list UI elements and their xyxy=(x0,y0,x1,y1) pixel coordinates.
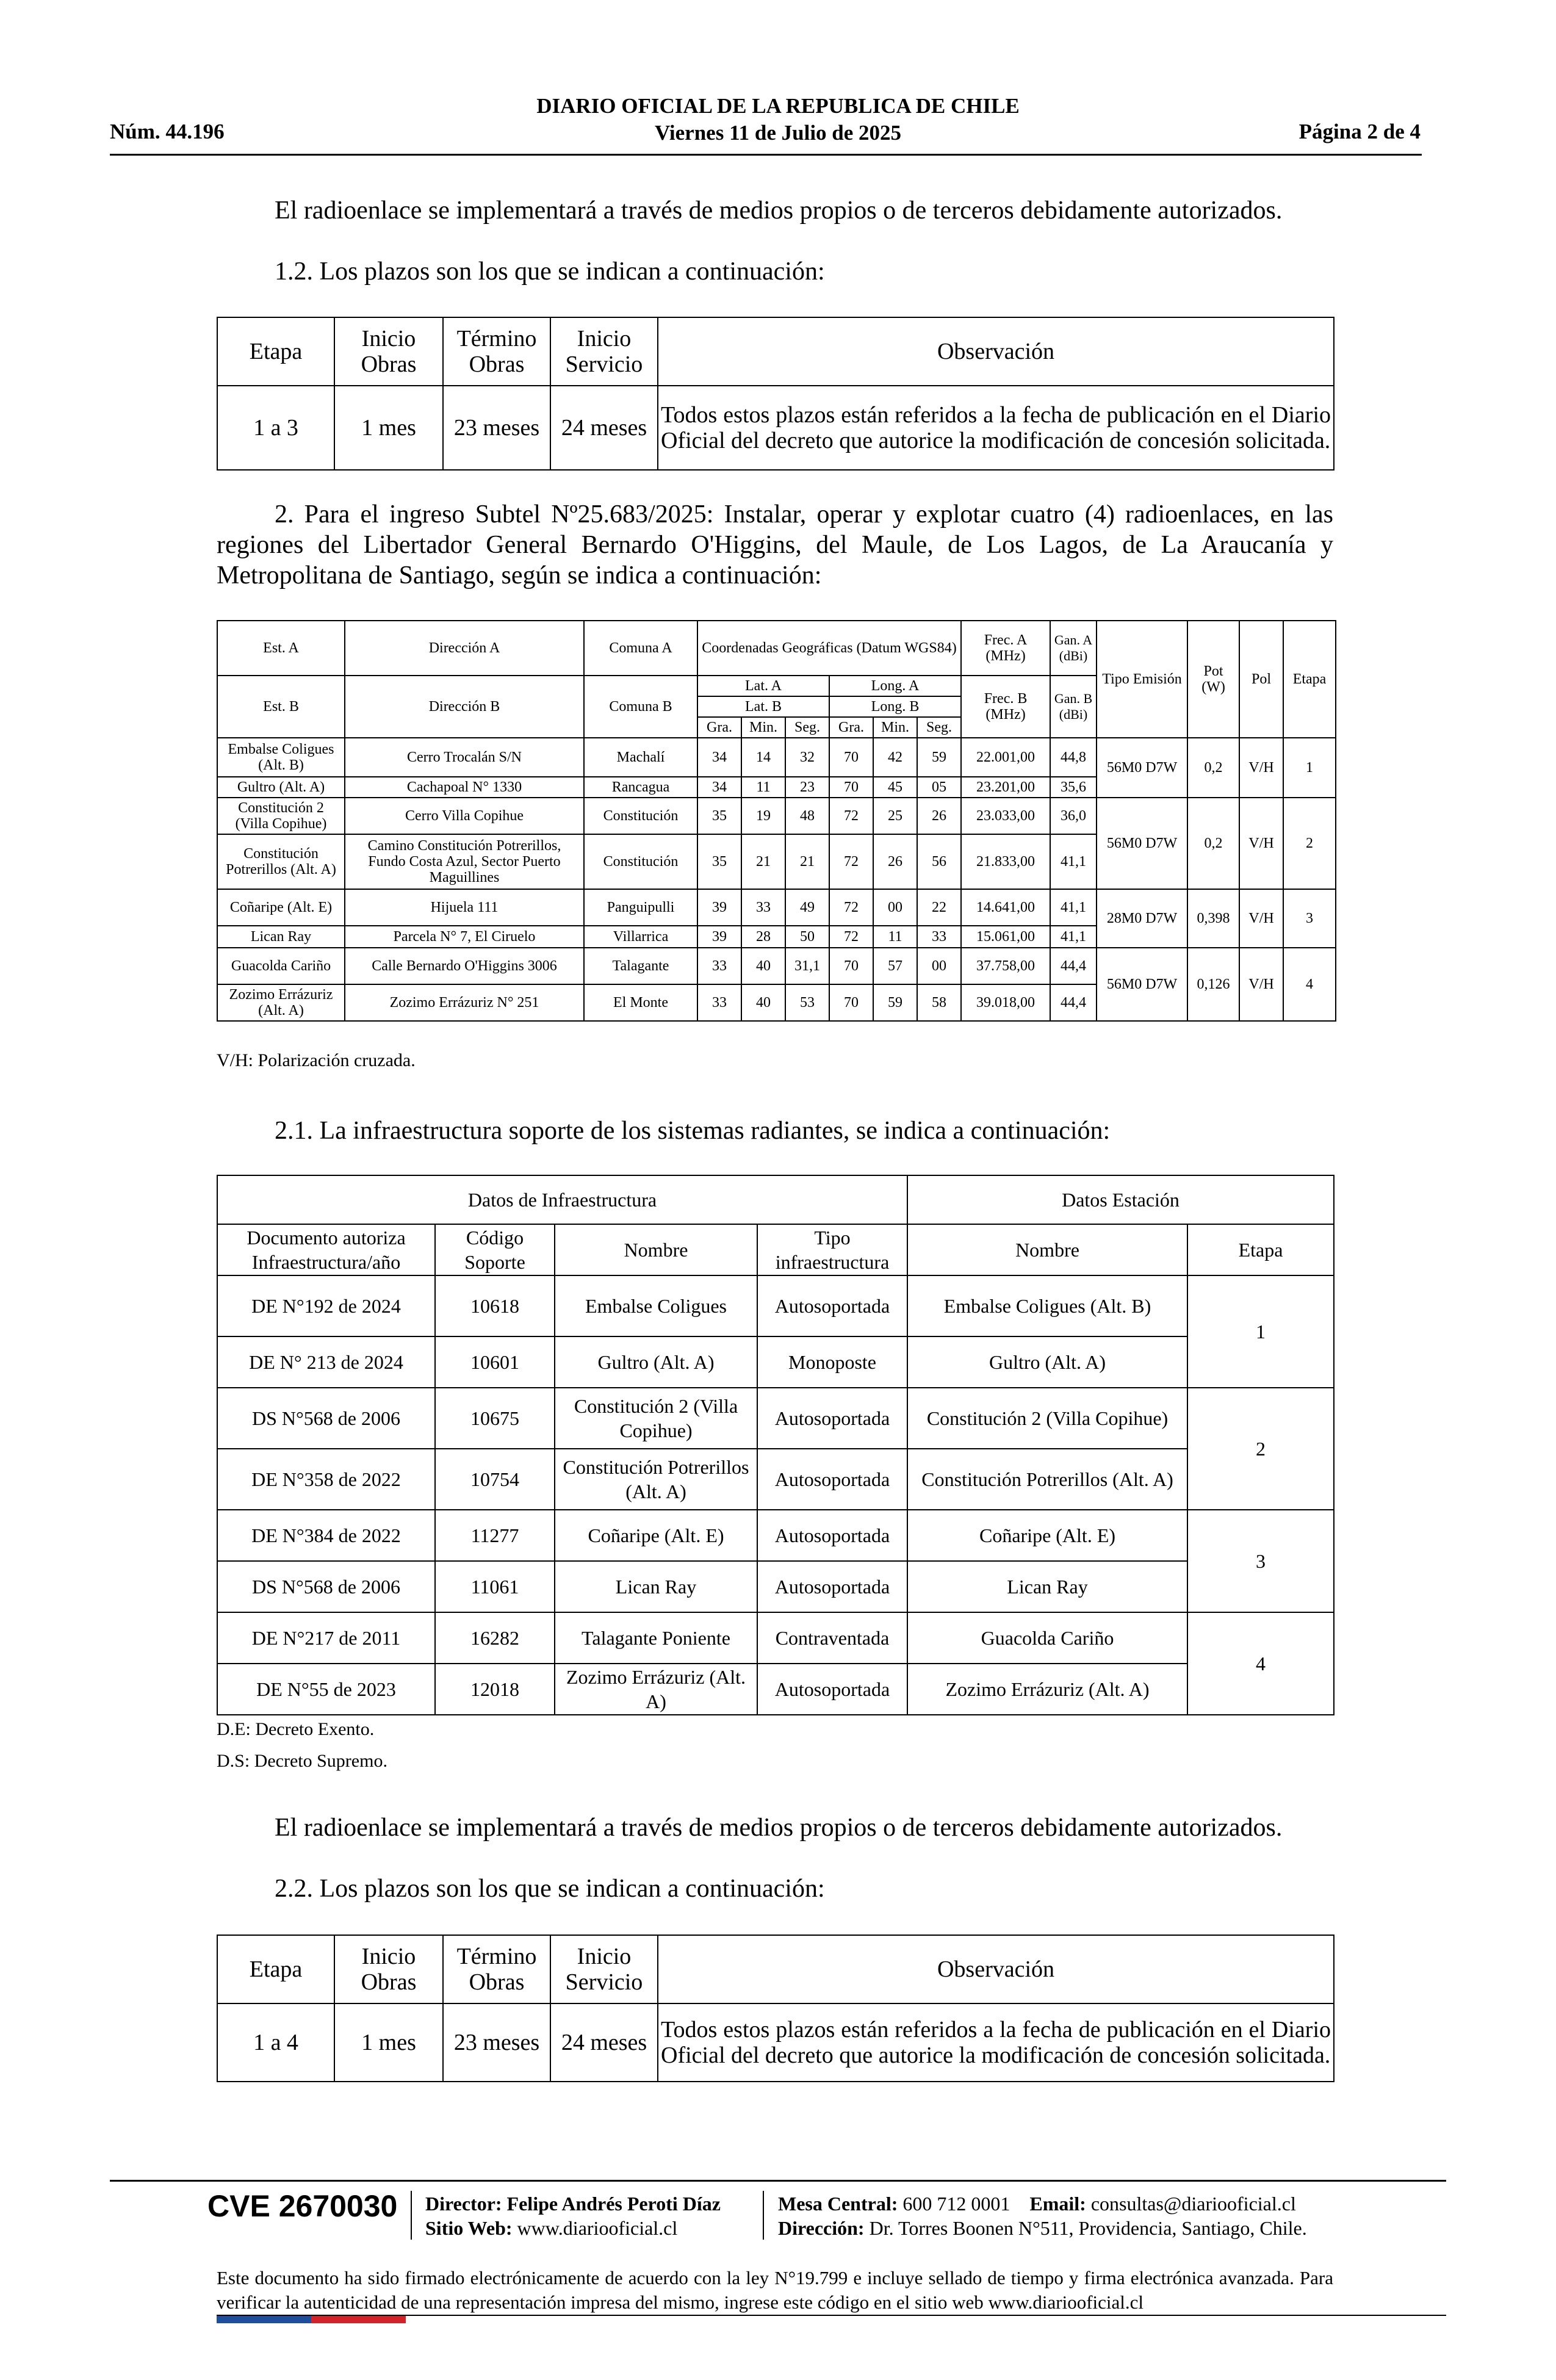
cell-documento: DS N°568 de 2006 xyxy=(217,1388,435,1449)
cell-estacion: Lican Ray xyxy=(217,926,345,948)
cell-potencia: 0,398 xyxy=(1187,889,1239,948)
cell-tipo-infra: Autosoportada xyxy=(757,1388,907,1449)
web-link[interactable]: www.diariooficial.cl xyxy=(517,2217,678,2239)
director-label: Director: xyxy=(425,2193,502,2215)
cell-termino-obras: 23 meses xyxy=(443,2003,550,2082)
cell-estacion: Embalse Coligues (Alt. B) xyxy=(217,738,345,777)
page-indicator: Página 2 de 4 xyxy=(1298,120,1421,143)
cell-inicio-obras: 1 mes xyxy=(334,386,443,470)
cell-estacion: Zozimo Errázuriz (Alt. A) xyxy=(217,984,345,1021)
h-etapa: Etapa xyxy=(1283,621,1336,738)
cell-etapa: 1 a 3 xyxy=(217,386,334,470)
col-inicio-obras: Inicio Obras xyxy=(334,1935,443,2003)
footer-director xyxy=(425,2191,721,2216)
h-long-b: Long. B xyxy=(829,696,961,717)
cell-lat-gra: 39 xyxy=(697,926,741,948)
cell-documento: DE N°384 de 2022 xyxy=(217,1510,435,1561)
h-est-a: Est. A xyxy=(217,621,345,676)
cell-termino-obras: 23 meses xyxy=(443,386,550,470)
cell-direccion: Camino Constitución Potrerillos, Fundo Costa Azul, Sector Puerto Maguillines xyxy=(345,834,584,889)
h-seg: Seg. xyxy=(785,717,829,738)
cell-long-seg: 59 xyxy=(917,738,961,777)
cell-nombre-infra: Lican Ray xyxy=(555,1561,757,1612)
cell-codigo: 10675 xyxy=(435,1388,555,1449)
cell-comuna: El Monte xyxy=(584,984,697,1021)
h-documento: Documento autoriza Infraestructura/año xyxy=(217,1224,435,1275)
cell-direccion: Cerro Villa Copihue xyxy=(345,798,584,834)
cell-nombre-infra: Embalse Coligues xyxy=(555,1275,757,1336)
cell-comuna: Constitución xyxy=(584,834,697,889)
cell-potencia: 0,2 xyxy=(1187,738,1239,798)
cell-documento: DE N° 213 de 2024 xyxy=(217,1336,435,1388)
cell-long-seg: 56 xyxy=(917,834,961,889)
cell-lat-min: 14 xyxy=(741,738,785,777)
cell-ganancia: 35,6 xyxy=(1050,777,1097,798)
cell-comuna: Constitución xyxy=(584,798,697,834)
cell-long-min: 57 xyxy=(873,948,917,984)
h-tipo-infra: Tipo infraestructura xyxy=(757,1224,907,1275)
cell-potencia: 0,2 xyxy=(1187,798,1239,889)
h-com-a: Comuna A xyxy=(584,621,697,676)
cell-comuna: Villarrica xyxy=(584,926,697,948)
cell-long-min: 59 xyxy=(873,984,917,1021)
cell-comuna: Rancagua xyxy=(584,777,697,798)
cell-tipo-infra: Autosoportada xyxy=(757,1449,907,1510)
cell-etapa: 2 xyxy=(1187,1388,1334,1510)
cell-comuna: Talagante xyxy=(584,948,697,984)
cell-long-gra: 72 xyxy=(829,834,873,889)
cell-frecuencia: 23.033,00 xyxy=(961,798,1050,834)
cell-lat-seg: 23 xyxy=(785,777,829,798)
cell-nombre-estacion: Coñaripe (Alt. E) xyxy=(907,1510,1187,1561)
h-seg: Seg. xyxy=(917,717,961,738)
h-gra: Gra. xyxy=(829,717,873,738)
direccion-label: Dirección: xyxy=(778,2217,865,2239)
table-row xyxy=(217,948,1336,984)
col-etapa: Etapa xyxy=(217,317,334,386)
cell-tipo-infra: Monoposte xyxy=(757,1336,907,1388)
header-rule xyxy=(110,154,1422,156)
footer-mesa xyxy=(778,2191,1296,2216)
h-lat-b: Lat. B xyxy=(697,696,829,717)
issue-number: Núm. 44.196 xyxy=(110,120,225,143)
cell-nombre-estacion: Constitución 2 (Villa Copihue) xyxy=(907,1388,1187,1449)
cell-comuna: Panguipulli xyxy=(584,889,697,926)
cell-lat-gra: 33 xyxy=(697,984,741,1021)
cell-tipo-infra: Autosoportada xyxy=(757,1510,907,1561)
h-datos-infraestructura: Datos de Infraestructura xyxy=(217,1175,907,1224)
cell-long-gra: 70 xyxy=(829,777,873,798)
h-dir-b: Dirección B xyxy=(345,676,584,738)
table-row xyxy=(217,889,1336,926)
h-min: Min. xyxy=(873,717,917,738)
cell-frecuencia: 39.018,00 xyxy=(961,984,1050,1021)
cell-ganancia: 44,8 xyxy=(1050,738,1097,777)
cell-direccion: Calle Bernardo O'Higgins 3006 xyxy=(345,948,584,984)
cell-codigo: 10754 xyxy=(435,1449,555,1510)
cell-nombre-infra: Talagante Poniente xyxy=(555,1612,757,1664)
cve-code: CVE 2670030 xyxy=(207,2189,398,2223)
newspaper-title: DIARIO OFICIAL DE LA REPUBLICA DE CHILE xyxy=(536,94,1020,118)
h-frec-b: Frec. B (MHz) xyxy=(961,676,1050,738)
stripe-red xyxy=(311,2316,406,2323)
cell-comuna: Machalí xyxy=(584,738,697,777)
cell-long-gra: 72 xyxy=(829,926,873,948)
cell-etapa: 3 xyxy=(1283,889,1336,948)
cell-ganancia: 41,1 xyxy=(1050,834,1097,889)
table-row xyxy=(217,1275,1334,1336)
cell-lat-min: 40 xyxy=(741,948,785,984)
cell-long-gra: 70 xyxy=(829,984,873,1021)
cell-tipo-emision: 56M0 D7W xyxy=(1097,738,1187,798)
cell-inicio-servicio: 24 meses xyxy=(550,2003,658,2082)
cell-lat-gra: 35 xyxy=(697,834,741,889)
cell-long-gra: 72 xyxy=(829,889,873,926)
cell-long-seg: 22 xyxy=(917,889,961,926)
table-row xyxy=(217,1612,1334,1664)
cell-lat-min: 19 xyxy=(741,798,785,834)
cell-lat-seg: 49 xyxy=(785,889,829,926)
h-com-b: Comuna B xyxy=(584,676,697,738)
cell-etapa: 1 xyxy=(1283,738,1336,798)
h-lat-a: Lat. A xyxy=(697,676,829,696)
cell-etapa: 1 xyxy=(1187,1275,1334,1388)
cell-lat-seg: 21 xyxy=(785,834,829,889)
cell-long-min: 00 xyxy=(873,889,917,926)
cell-long-gra: 70 xyxy=(829,948,873,984)
cell-direccion: Zozimo Errázuriz N° 251 xyxy=(345,984,584,1021)
cell-documento: DE N°55 de 2023 xyxy=(217,1664,435,1715)
paragraph-radioenlace-2: El radioenlace se implementará a través de medios propios o de terceros debidamente autorizados. xyxy=(275,1814,1283,1842)
cell-codigo: 11061 xyxy=(435,1561,555,1612)
cell-lat-seg: 48 xyxy=(785,798,829,834)
footer-direccion xyxy=(778,2216,1307,2240)
cell-lat-seg: 50 xyxy=(785,926,829,948)
cell-inicio-servicio: 24 meses xyxy=(550,386,658,470)
cell-lat-seg: 32 xyxy=(785,738,829,777)
radioenlaces-table xyxy=(217,620,1336,1022)
footer-top-rule xyxy=(110,2180,1446,2182)
h-tipo-emision: Tipo Emisión xyxy=(1097,621,1187,738)
footer-web xyxy=(425,2216,677,2240)
cell-frecuencia: 37.758,00 xyxy=(961,948,1050,984)
cell-potencia: 0,126 xyxy=(1187,948,1239,1021)
cell-codigo: 12018 xyxy=(435,1664,555,1715)
cell-etapa: 3 xyxy=(1187,1510,1334,1612)
cell-inicio-obras: 1 mes xyxy=(334,2003,443,2082)
cell-long-seg: 58 xyxy=(917,984,961,1021)
h-est-b: Est. B xyxy=(217,676,345,738)
cell-ganancia: 36,0 xyxy=(1050,798,1097,834)
cell-lat-gra: 34 xyxy=(697,738,741,777)
h-frec-a: Frec. A (MHz) xyxy=(961,621,1050,676)
cell-polarizacion: V/H xyxy=(1239,948,1283,1021)
col-termino-obras: Término Obras xyxy=(443,317,550,386)
cell-direccion: Cerro Trocalán S/N xyxy=(345,738,584,777)
col-termino-obras: Término Obras xyxy=(443,1935,550,2003)
web-label: Sitio Web: xyxy=(425,2217,513,2239)
cell-nombre-estacion: Gultro (Alt. A) xyxy=(907,1336,1187,1388)
cell-codigo: 10601 xyxy=(435,1336,555,1388)
cell-frecuencia: 15.061,00 xyxy=(961,926,1050,948)
h-nombre-estacion: Nombre xyxy=(907,1224,1187,1275)
table-row xyxy=(217,1510,1334,1561)
cell-tipo-emision: 56M0 D7W xyxy=(1097,948,1187,1021)
h-etapa: Etapa xyxy=(1187,1224,1334,1275)
cell-observacion: Todos estos plazos están referidos a la fecha de publicación en el Diario Oficial del decreto que autorice la modificación de concesión solicitada. xyxy=(658,386,1334,470)
cell-lat-gra: 34 xyxy=(697,777,741,798)
director-name: Felipe Andrés Peroti Díaz xyxy=(506,2193,721,2215)
cell-lat-seg: 31,1 xyxy=(785,948,829,984)
cell-ganancia: 44,4 xyxy=(1050,984,1097,1021)
cell-nombre-infra: Constitución Potrerillos (Alt. A) xyxy=(555,1449,757,1510)
cell-lat-gra: 39 xyxy=(697,889,741,926)
cell-long-gra: 72 xyxy=(829,798,873,834)
section-2-2-heading: 2.2. Los plazos son los que se indican a continuación: xyxy=(275,1875,825,1903)
cell-observacion: Todos estos plazos están referidos a la fecha de publicación en el Diario Oficial del decreto que autorice la modificación de concesión solicitada. xyxy=(658,2003,1334,2082)
footer-separator xyxy=(763,2191,764,2240)
table-row xyxy=(217,1561,1334,1612)
cell-lat-min: 33 xyxy=(741,889,785,926)
email-label: Email: xyxy=(1029,2193,1086,2215)
cell-long-gra: 70 xyxy=(829,738,873,777)
cell-tipo-emision: 28M0 D7W xyxy=(1097,889,1187,948)
cell-ganancia: 41,1 xyxy=(1050,926,1097,948)
h-gan-b: Gan. B (dBi) xyxy=(1050,676,1097,738)
col-inicio-servicio: Inicio Servicio xyxy=(550,1935,658,2003)
cell-lat-min: 21 xyxy=(741,834,785,889)
h-long-a: Long. A xyxy=(829,676,961,696)
cell-long-min: 45 xyxy=(873,777,917,798)
h-gra: Gra. xyxy=(697,717,741,738)
h-datos-estacion: Datos Estación xyxy=(907,1175,1334,1224)
cell-long-min: 42 xyxy=(873,738,917,777)
cell-tipo-infra: Autosoportada xyxy=(757,1561,907,1612)
cell-lat-min: 11 xyxy=(741,777,785,798)
cell-nombre-estacion: Zozimo Errázuriz (Alt. A) xyxy=(907,1664,1187,1715)
cell-etapa: 4 xyxy=(1187,1612,1334,1715)
cell-nombre-infra: Constitución 2 (Villa Copihue) xyxy=(555,1388,757,1449)
cell-ganancia: 41,1 xyxy=(1050,889,1097,926)
col-inicio-obras: Inicio Obras xyxy=(334,317,443,386)
cell-long-seg: 26 xyxy=(917,798,961,834)
h-coords: Coordenadas Geográficas (Datum WGS84) xyxy=(697,621,961,676)
h-pol: Pol xyxy=(1239,621,1283,738)
cell-nombre-estacion: Embalse Coligues (Alt. B) xyxy=(907,1275,1187,1336)
table-row xyxy=(217,1388,1334,1449)
note-decreto-supremo: D.S: Decreto Supremo. xyxy=(217,1751,387,1771)
email-link[interactable]: consultas@diariooficial.cl xyxy=(1090,2193,1296,2215)
cell-nombre-infra: Gultro (Alt. A) xyxy=(555,1336,757,1388)
col-observacion: Observación xyxy=(658,317,1334,386)
cell-direccion: Hijuela 111 xyxy=(345,889,584,926)
cell-ganancia: 44,4 xyxy=(1050,948,1097,984)
table-row xyxy=(217,1449,1334,1510)
col-inicio-servicio: Inicio Servicio xyxy=(550,317,658,386)
stripe-blue xyxy=(217,2316,311,2323)
cell-frecuencia: 21.833,00 xyxy=(961,834,1050,889)
direccion-value: Dr. Torres Boonen N°511, Providencia, Santiago, Chile. xyxy=(869,2217,1307,2239)
cell-estacion: Constitución Potrerillos (Alt. A) xyxy=(217,834,345,889)
plazos-table-2 xyxy=(217,1935,1334,2082)
paragraph-radioenlace-1: El radioenlace se implementará a través de medios propios o de terceros debidamente autorizados. xyxy=(275,197,1283,225)
h-pot: Pot (W) xyxy=(1187,621,1239,738)
cell-tipo-emision: 56M0 D7W xyxy=(1097,798,1187,889)
mesa-phone: 600 712 0001 xyxy=(902,2193,1010,2215)
cell-long-min: 25 xyxy=(873,798,917,834)
cell-documento: DS N°568 de 2006 xyxy=(217,1561,435,1612)
cell-long-seg: 33 xyxy=(917,926,961,948)
cell-direccion: Cachapoal N° 1330 xyxy=(345,777,584,798)
h-gan-a: Gan. A (dBi) xyxy=(1050,621,1097,676)
mesa-label: Mesa Central: xyxy=(778,2193,898,2215)
cell-lat-min: 28 xyxy=(741,926,785,948)
cell-long-min: 11 xyxy=(873,926,917,948)
cell-etapa: 1 a 4 xyxy=(217,2003,334,2082)
cell-lat-gra: 33 xyxy=(697,948,741,984)
cell-estacion: Constitución 2 (Villa Copihue) xyxy=(217,798,345,834)
cell-polarizacion: V/H xyxy=(1239,798,1283,889)
cell-frecuencia: 22.001,00 xyxy=(961,738,1050,777)
cell-etapa: 2 xyxy=(1283,798,1336,889)
cell-direccion: Parcela N° 7, El Ciruelo xyxy=(345,926,584,948)
infraestructura-table xyxy=(217,1175,1334,1715)
section-2-1-heading: 2.1. La infraestructura soporte de los sistemas radiantes, se indica a continuación: xyxy=(275,1117,1111,1145)
footer-legal-text: Este documento ha sido firmado electrónicamente de acuerdo con la ley N°19.799 e incluye sellado de tiempo y firma electrónica avanzada. Para verificar la autenticidad de una representación impresa del mismo, ingrese este código en el sitio web www.diariooficial.cl xyxy=(217,2267,1333,2313)
cell-codigo: 10618 xyxy=(435,1275,555,1336)
col-observacion: Observación xyxy=(658,1935,1334,2003)
cell-nombre-infra: Zozimo Errázuriz (Alt. A) xyxy=(555,1664,757,1715)
cell-long-min: 26 xyxy=(873,834,917,889)
cell-lat-min: 40 xyxy=(741,984,785,1021)
col-etapa: Etapa xyxy=(217,1935,334,2003)
footer-separator xyxy=(411,2191,412,2240)
cell-documento: DE N°192 de 2024 xyxy=(217,1275,435,1336)
cell-estacion: Gultro (Alt. A) xyxy=(217,777,345,798)
h-nombre-infra: Nombre xyxy=(555,1224,757,1275)
cell-nombre-infra: Coñaripe (Alt. E) xyxy=(555,1510,757,1561)
table-row xyxy=(217,1336,1334,1388)
cell-frecuencia: 23.201,00 xyxy=(961,777,1050,798)
plazos-table-1 xyxy=(217,317,1334,471)
cell-polarizacion: V/H xyxy=(1239,738,1283,798)
issue-date: Viernes 11 de Julio de 2025 xyxy=(654,121,902,145)
note-decreto-exento: D.E: Decreto Exento. xyxy=(217,1719,375,1739)
h-dir-a: Dirección A xyxy=(345,621,584,676)
cell-documento: DE N°358 de 2022 xyxy=(217,1449,435,1510)
cell-lat-seg: 53 xyxy=(785,984,829,1021)
cell-lat-gra: 35 xyxy=(697,798,741,834)
cell-tipo-infra: Autosoportada xyxy=(757,1664,907,1715)
cell-frecuencia: 14.641,00 xyxy=(961,889,1050,926)
cell-estacion: Guacolda Cariño xyxy=(217,948,345,984)
table-row xyxy=(217,798,1336,834)
h-codigo: Código Soporte xyxy=(435,1224,555,1275)
table-row xyxy=(217,738,1336,777)
note-polarizacion: V/H: Polarización cruzada. xyxy=(217,1050,416,1070)
h-min: Min. xyxy=(741,717,785,738)
cell-etapa: 4 xyxy=(1283,948,1336,1021)
cell-codigo: 11277 xyxy=(435,1510,555,1561)
table-row xyxy=(217,1664,1334,1715)
cell-codigo: 16282 xyxy=(435,1612,555,1664)
cell-long-seg: 05 xyxy=(917,777,961,798)
cell-estacion: Coñaripe (Alt. E) xyxy=(217,889,345,926)
cell-nombre-estacion: Lican Ray xyxy=(907,1561,1187,1612)
cell-nombre-estacion: Guacolda Cariño xyxy=(907,1612,1187,1664)
cell-nombre-estacion: Constitución Potrerillos (Alt. A) xyxy=(907,1449,1187,1510)
cell-long-seg: 00 xyxy=(917,948,961,984)
section-1-2-heading: 1.2. Los plazos son los que se indican a continuación: xyxy=(275,258,825,286)
cell-documento: DE N°217 de 2011 xyxy=(217,1612,435,1664)
cell-tipo-infra: Contraventada xyxy=(757,1612,907,1664)
cell-tipo-infra: Autosoportada xyxy=(757,1275,907,1336)
cell-polarizacion: V/H xyxy=(1239,889,1283,948)
paragraph-ingreso-subtel: 2. Para el ingreso Subtel Nº25.683/2025: Instalar, operar y explotar cuatro (4) radioenlaces, en las regiones del Libertador General Bernardo O'Higgins, del Maule, de Los Lagos, de La Araucanía y Metropolitana de Santiago, según se indica a continuación: xyxy=(217,500,1333,590)
